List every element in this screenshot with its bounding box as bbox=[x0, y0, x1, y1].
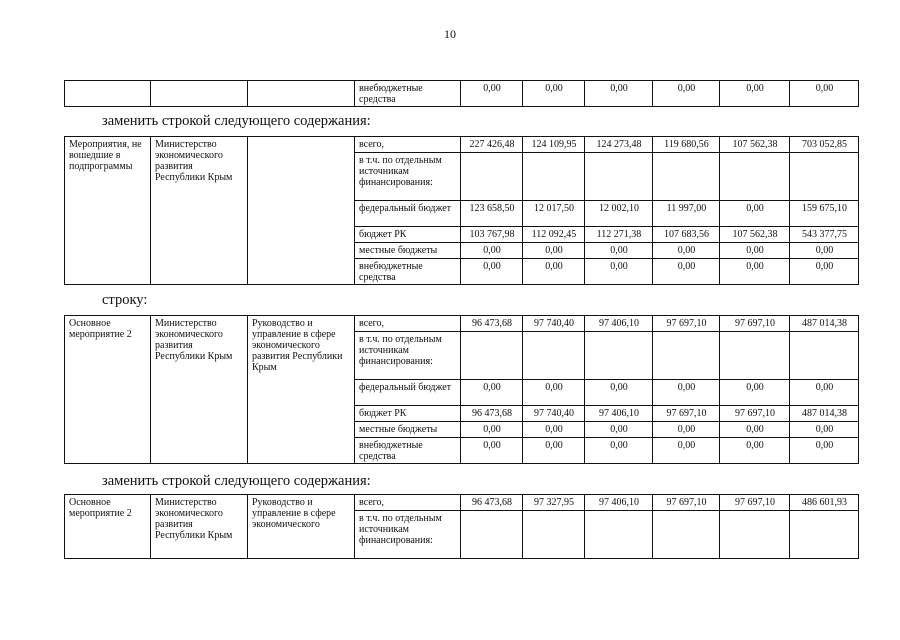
year-value-cell: 97 697,10 bbox=[653, 495, 720, 511]
year-value-cell bbox=[720, 332, 790, 380]
table-row bbox=[65, 137, 859, 153]
year-value-cell: 97 406,10 bbox=[585, 316, 653, 332]
year-value-cell: 97 406,10 bbox=[585, 495, 653, 511]
year-value-cell: 0,00 bbox=[461, 259, 523, 285]
measure-name-cell bbox=[65, 81, 151, 107]
year-value-cell: 107 683,56 bbox=[653, 227, 720, 243]
year-value-cell bbox=[720, 511, 790, 559]
total-value-cell bbox=[790, 511, 859, 559]
total-value-cell: 487 014,38 bbox=[790, 406, 859, 422]
measure-name-cell: Мероприятия, не вошедшие в подпрограммы bbox=[65, 137, 151, 285]
year-value-cell: 0,00 bbox=[585, 243, 653, 259]
year-value-cell: 0,00 bbox=[461, 380, 523, 406]
year-value-cell: 124 273,48 bbox=[585, 137, 653, 153]
table-tail-previous bbox=[64, 80, 859, 107]
executor-cell: Министерство экономического развития Республики Крым bbox=[151, 137, 248, 285]
table-row bbox=[65, 81, 859, 107]
page-number: 10 bbox=[444, 27, 456, 41]
year-value-cell: 0,00 bbox=[653, 243, 720, 259]
year-value-cell: 0,00 bbox=[720, 243, 790, 259]
table-row bbox=[65, 495, 859, 511]
year-value-cell bbox=[461, 511, 523, 559]
year-value-cell bbox=[720, 153, 790, 201]
total-value-cell: 0,00 bbox=[790, 81, 859, 107]
year-value-cell: 123 658,50 bbox=[461, 201, 523, 227]
year-value-cell bbox=[653, 153, 720, 201]
year-value-cell bbox=[523, 153, 585, 201]
year-value-cell: 12 002,10 bbox=[585, 201, 653, 227]
measure-name-cell: Основное мероприятие 2 bbox=[65, 495, 151, 559]
funding-source-cell: внебюджетные средства bbox=[355, 259, 461, 285]
replace-label-2: заменить строкой следующего содержания: bbox=[102, 473, 371, 489]
year-value-cell: 97 406,10 bbox=[585, 406, 653, 422]
year-value-cell: 0,00 bbox=[720, 81, 790, 107]
year-value-cell: 97 697,10 bbox=[720, 495, 790, 511]
year-value-cell: 103 767,98 bbox=[461, 227, 523, 243]
funding-source-cell: внебюджетные средства bbox=[355, 438, 461, 464]
year-value-cell: 0,00 bbox=[720, 380, 790, 406]
executor-cell: Министерство экономического развития Республики Крым bbox=[151, 495, 248, 559]
participants-cell bbox=[248, 137, 355, 285]
year-value-cell: 97 740,40 bbox=[523, 316, 585, 332]
year-value-cell bbox=[585, 511, 653, 559]
year-value-cell: 0,00 bbox=[523, 422, 585, 438]
total-value-cell: 487 014,38 bbox=[790, 316, 859, 332]
executor-cell: Министерство экономического развития Республики Крым bbox=[151, 316, 248, 464]
table-measures-outside-subprograms bbox=[64, 136, 859, 285]
year-value-cell: 96 473,68 bbox=[461, 316, 523, 332]
year-value-cell: 0,00 bbox=[720, 259, 790, 285]
year-value-cell: 12 017,50 bbox=[523, 201, 585, 227]
year-value-cell: 0,00 bbox=[523, 259, 585, 285]
year-value-cell: 112 271,38 bbox=[585, 227, 653, 243]
funding-source-cell: всего, bbox=[355, 316, 461, 332]
year-value-cell: 0,00 bbox=[585, 81, 653, 107]
funding-source-cell: всего, bbox=[355, 495, 461, 511]
year-value-cell bbox=[653, 511, 720, 559]
year-value-cell: 96 473,68 bbox=[461, 495, 523, 511]
executor-cell bbox=[151, 81, 248, 107]
funding-source-cell: в т.ч. по отдельным источникам финансирования: bbox=[355, 332, 461, 380]
year-value-cell: 0,00 bbox=[653, 438, 720, 464]
year-value-cell bbox=[585, 332, 653, 380]
funding-source-cell: всего, bbox=[355, 137, 461, 153]
year-value-cell: 0,00 bbox=[523, 380, 585, 406]
year-value-cell: 107 562,38 bbox=[720, 227, 790, 243]
year-value-cell bbox=[585, 153, 653, 201]
year-value-cell: 0,00 bbox=[720, 201, 790, 227]
funding-source-cell: бюджет РК bbox=[355, 406, 461, 422]
replace-label-1: заменить строкой следующего содержания: bbox=[102, 113, 371, 129]
funding-source-cell: в т.ч. по отдельным источникам финансирования: bbox=[355, 511, 461, 559]
total-value-cell: 0,00 bbox=[790, 438, 859, 464]
year-value-cell: 0,00 bbox=[461, 422, 523, 438]
year-value-cell: 0,00 bbox=[585, 422, 653, 438]
total-value-cell: 0,00 bbox=[790, 259, 859, 285]
table-main-measure-2-old bbox=[64, 315, 859, 464]
year-value-cell: 0,00 bbox=[653, 81, 720, 107]
total-value-cell bbox=[790, 153, 859, 201]
year-value-cell: 107 562,38 bbox=[720, 137, 790, 153]
year-value-cell: 0,00 bbox=[461, 438, 523, 464]
year-value-cell: 0,00 bbox=[585, 259, 653, 285]
funding-source-cell: местные бюджеты bbox=[355, 422, 461, 438]
year-value-cell: 0,00 bbox=[585, 438, 653, 464]
year-value-cell: 97 697,10 bbox=[653, 406, 720, 422]
year-value-cell: 0,00 bbox=[523, 81, 585, 107]
year-value-cell: 0,00 bbox=[653, 259, 720, 285]
year-value-cell: 0,00 bbox=[461, 243, 523, 259]
year-value-cell: 0,00 bbox=[653, 380, 720, 406]
year-value-cell: 0,00 bbox=[585, 380, 653, 406]
year-value-cell: 124 109,95 bbox=[523, 137, 585, 153]
total-value-cell: 703 052,85 bbox=[790, 137, 859, 153]
total-value-cell: 0,00 bbox=[790, 422, 859, 438]
year-value-cell bbox=[653, 332, 720, 380]
year-value-cell: 11 997,00 bbox=[653, 201, 720, 227]
year-value-cell: 0,00 bbox=[653, 422, 720, 438]
year-value-cell: 0,00 bbox=[523, 438, 585, 464]
year-value-cell: 97 697,10 bbox=[653, 316, 720, 332]
table-main-measure-2-new bbox=[64, 494, 859, 559]
year-value-cell bbox=[523, 332, 585, 380]
year-value-cell: 0,00 bbox=[720, 422, 790, 438]
year-value-cell: 0,00 bbox=[523, 243, 585, 259]
year-value-cell: 0,00 bbox=[461, 81, 523, 107]
participants-cell bbox=[248, 81, 355, 107]
funding-source-cell: местные бюджеты bbox=[355, 243, 461, 259]
total-value-cell: 486 601,93 bbox=[790, 495, 859, 511]
year-value-cell: 97 697,10 bbox=[720, 316, 790, 332]
funding-source-cell: внебюджетные средства bbox=[355, 81, 461, 107]
total-value-cell bbox=[790, 332, 859, 380]
table-row bbox=[65, 316, 859, 332]
total-value-cell: 0,00 bbox=[790, 243, 859, 259]
year-value-cell bbox=[523, 511, 585, 559]
row-label: строку: bbox=[102, 292, 148, 308]
year-value-cell: 227 426,48 bbox=[461, 137, 523, 153]
total-value-cell: 159 675,10 bbox=[790, 201, 859, 227]
funding-source-cell: бюджет РК bbox=[355, 227, 461, 243]
funding-source-cell: федеральный бюджет bbox=[355, 380, 461, 406]
funding-source-cell: федеральный бюджет bbox=[355, 201, 461, 227]
year-value-cell: 96 473,68 bbox=[461, 406, 523, 422]
year-value-cell bbox=[461, 332, 523, 380]
participants-cell: Руководство и управление в сфере экономического развития Республики Крым bbox=[248, 316, 355, 464]
year-value-cell: 119 680,56 bbox=[653, 137, 720, 153]
year-value-cell: 112 092,45 bbox=[523, 227, 585, 243]
year-value-cell: 97 740,40 bbox=[523, 406, 585, 422]
total-value-cell: 0,00 bbox=[790, 380, 859, 406]
participants-cell: Руководство и управление в сфере экономического bbox=[248, 495, 355, 559]
funding-source-cell: в т.ч. по отдельным источникам финансирования: bbox=[355, 153, 461, 201]
year-value-cell: 0,00 bbox=[720, 438, 790, 464]
year-value-cell: 97 327,95 bbox=[523, 495, 585, 511]
measure-name-cell: Основное мероприятие 2 bbox=[65, 316, 151, 464]
total-value-cell: 543 377,75 bbox=[790, 227, 859, 243]
year-value-cell bbox=[461, 153, 523, 201]
year-value-cell: 97 697,10 bbox=[720, 406, 790, 422]
